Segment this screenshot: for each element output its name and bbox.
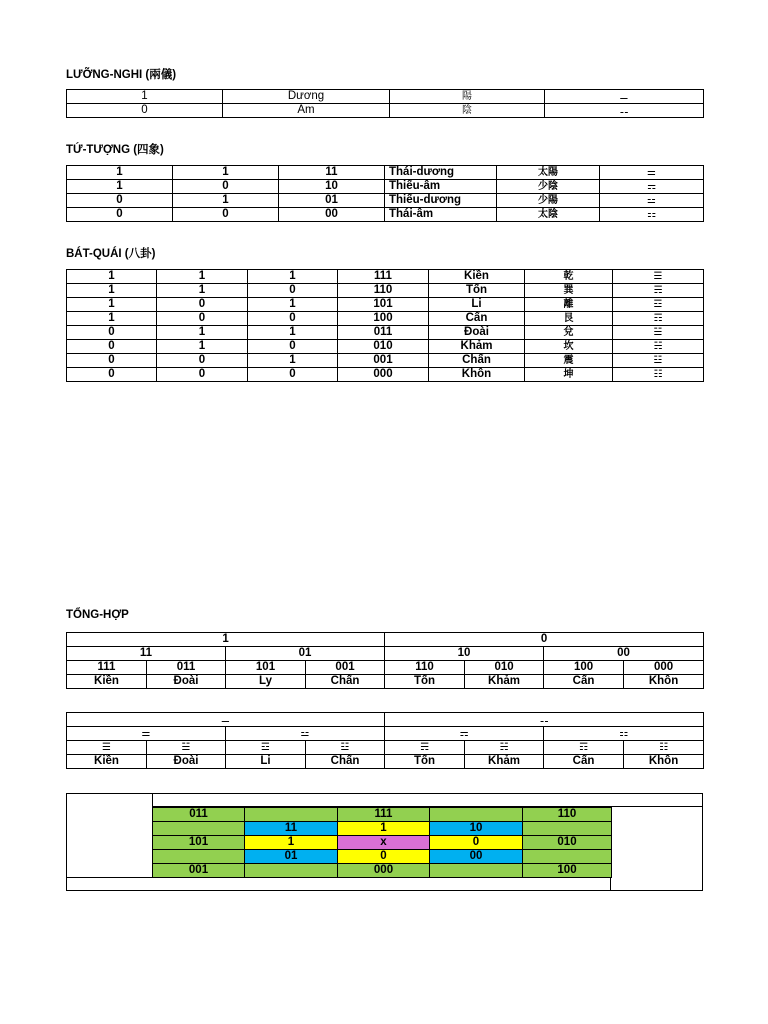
table-row xyxy=(67,284,704,298)
table-cell: 010 xyxy=(465,661,544,675)
table-cell: 1 xyxy=(248,270,338,284)
table-cell: ☱ xyxy=(147,741,226,755)
table-row xyxy=(67,661,704,675)
table-cell: 0 xyxy=(248,340,338,354)
table-cell: 100 xyxy=(544,661,624,675)
table-cell: ☷ xyxy=(613,368,704,382)
table-cell: 0 xyxy=(67,354,157,368)
table-row xyxy=(67,755,704,769)
table-cell: 0 xyxy=(67,368,157,382)
table-cell: 10 xyxy=(385,647,544,661)
grid-cell: 100 xyxy=(523,864,612,878)
table-row xyxy=(67,368,704,382)
table-cell: 010 xyxy=(338,340,429,354)
table-cell: ⚍ xyxy=(600,194,704,208)
table-cell: ☲ xyxy=(226,741,306,755)
table-cell: 巽 xyxy=(525,284,613,298)
table-cell: Tốn xyxy=(385,675,465,689)
table-cell: 1 xyxy=(157,270,248,284)
table-row xyxy=(67,208,704,222)
grid-cell xyxy=(523,850,612,864)
table-cell: 1 xyxy=(67,312,157,326)
table-cell: 1 xyxy=(67,180,173,194)
table-cell: ☴ xyxy=(613,284,704,298)
table-cell: Khảm xyxy=(465,755,544,769)
table-cell: ☴ xyxy=(385,741,465,755)
grid-cell xyxy=(430,864,523,878)
table-cell: 0 xyxy=(157,312,248,326)
table-cell: ☳ xyxy=(306,741,385,755)
table-cell: Dương xyxy=(223,90,390,104)
table-cell: 0 xyxy=(157,354,248,368)
table-cell: 110 xyxy=(385,661,465,675)
table-row xyxy=(67,180,704,194)
table-cell: 0 xyxy=(67,194,173,208)
table-row xyxy=(67,298,704,312)
table-cell: Tốn xyxy=(429,284,525,298)
table-cell: 111 xyxy=(338,270,429,284)
table-row xyxy=(67,312,704,326)
table-cell: 少陽 xyxy=(497,194,600,208)
table-cell: ☵ xyxy=(613,340,704,354)
table-cell: 1 xyxy=(173,166,279,180)
color-grid xyxy=(152,807,612,878)
table-row xyxy=(67,633,704,647)
table-cell: ☳ xyxy=(613,354,704,368)
table-row xyxy=(67,647,704,661)
table-cell: 陽 xyxy=(390,90,545,104)
table-cell: ☶ xyxy=(544,741,624,755)
grid-cell: 110 xyxy=(523,808,612,822)
luong-nghi-table xyxy=(66,89,704,118)
table-cell: 110 xyxy=(338,284,429,298)
table-row xyxy=(153,836,612,850)
grid-cell: 01 xyxy=(245,850,338,864)
table-cell: Thái-âm xyxy=(385,208,497,222)
table-cell: ⚏ xyxy=(544,727,704,741)
table-cell: 0 xyxy=(67,104,223,118)
table-cell: 0 xyxy=(248,284,338,298)
table-row xyxy=(67,741,704,755)
table-cell: 1 xyxy=(157,284,248,298)
grid-cell: 0 xyxy=(430,836,523,850)
table-cell: Khảm xyxy=(465,675,544,689)
table-row xyxy=(67,104,704,118)
table-cell: 1 xyxy=(248,354,338,368)
table-cell: 1 xyxy=(157,340,248,354)
table-cell: 100 xyxy=(338,312,429,326)
table-cell: Thái-dương xyxy=(385,166,497,180)
grid-cell xyxy=(153,850,245,864)
table-cell: ☲ xyxy=(613,298,704,312)
table-cell: Li xyxy=(226,755,306,769)
table-row xyxy=(67,727,704,741)
table-cell: 0 xyxy=(67,208,173,222)
grid-cell: x xyxy=(338,836,430,850)
table-cell: Li xyxy=(429,298,525,312)
table-cell: 0 xyxy=(248,368,338,382)
table-cell: 1 xyxy=(248,298,338,312)
table-cell: 001 xyxy=(306,661,385,675)
table-cell: Chấn xyxy=(306,755,385,769)
luong-nghi-title: LƯỠNG-NGHI (兩儀) xyxy=(66,69,177,81)
grid-cell: 11 xyxy=(245,822,338,836)
table-cell: 011 xyxy=(147,661,226,675)
table-cell: 0 xyxy=(385,633,704,647)
table-cell: 陰 xyxy=(390,104,545,118)
table-cell: ☱ xyxy=(613,326,704,340)
table-cell: 1 xyxy=(67,298,157,312)
grid-cell xyxy=(153,822,245,836)
table-cell: 101 xyxy=(226,661,306,675)
table-cell: 00 xyxy=(279,208,385,222)
table-cell: 101 xyxy=(338,298,429,312)
table-cell: ⚌ xyxy=(67,727,226,741)
table-cell: Khảm xyxy=(429,340,525,354)
table-cell: 少陰 xyxy=(497,180,600,194)
table-cell: ⚏ xyxy=(600,208,704,222)
table-row xyxy=(153,850,612,864)
grid-cell: 10 xyxy=(430,822,523,836)
table-row xyxy=(67,326,704,340)
grid-cell: 1 xyxy=(245,836,338,850)
table-cell: 坎 xyxy=(525,340,613,354)
table-cell: 000 xyxy=(624,661,704,675)
grid-frame-top xyxy=(152,793,703,807)
table-cell: Thiếu-âm xyxy=(385,180,497,194)
grid-frame-bottom xyxy=(66,877,611,891)
table-cell: Kiền xyxy=(67,675,147,689)
table-cell: ⚋ xyxy=(545,104,704,118)
table-cell: Tốn xyxy=(385,755,465,769)
table-cell: ☷ xyxy=(624,741,704,755)
grid-cell: 111 xyxy=(338,808,430,822)
table-cell: 1 xyxy=(67,284,157,298)
grid-cell: 101 xyxy=(153,836,245,850)
table-row xyxy=(153,864,612,878)
table-cell: Cấn xyxy=(544,755,624,769)
table-cell: 0 xyxy=(173,208,279,222)
table-cell: 001 xyxy=(338,354,429,368)
table-cell: Đoài xyxy=(147,755,226,769)
table-cell: ☰ xyxy=(613,270,704,284)
tu-tuong-title: TỨ-TƯỢNG (四象) xyxy=(66,144,164,156)
grid-cell xyxy=(245,808,338,822)
table-cell: 0 xyxy=(67,340,157,354)
table-row xyxy=(67,354,704,368)
table-cell: Đoài xyxy=(147,675,226,689)
table-cell: 0 xyxy=(173,180,279,194)
table-cell: 111 xyxy=(67,661,147,675)
grid-cell xyxy=(523,822,612,836)
table-cell: Chấn xyxy=(429,354,525,368)
table-cell: Khôn xyxy=(429,368,525,382)
table-row xyxy=(67,270,704,284)
grid-cell: 1 xyxy=(338,822,430,836)
table-cell: 兌 xyxy=(525,326,613,340)
table-cell: Chấn xyxy=(306,675,385,689)
table-cell: Kiền xyxy=(67,755,147,769)
table-cell: ☵ xyxy=(465,741,544,755)
table-cell: Thiếu-dương xyxy=(385,194,497,208)
table-cell: Cấn xyxy=(429,312,525,326)
table-cell: Âm xyxy=(223,104,390,118)
table-cell: Khôn xyxy=(624,755,704,769)
table-cell: 太陽 xyxy=(497,166,600,180)
table-row xyxy=(67,194,704,208)
table-cell: Ly xyxy=(226,675,306,689)
table-cell: 0 xyxy=(157,368,248,382)
table-cell: Khôn xyxy=(624,675,704,689)
table-cell: 11 xyxy=(67,647,226,661)
table-cell: 00 xyxy=(544,647,704,661)
table-cell: ☰ xyxy=(67,741,147,755)
table-cell: 1 xyxy=(67,90,223,104)
table-cell: ⚎ xyxy=(385,727,544,741)
tong-hop-table-symbols xyxy=(66,712,704,769)
table-row xyxy=(67,713,704,727)
bat-quai-table xyxy=(66,269,704,382)
table-row xyxy=(67,340,704,354)
table-cell: 0 xyxy=(67,326,157,340)
table-cell: 乾 xyxy=(525,270,613,284)
table-cell: Kiền xyxy=(429,270,525,284)
table-cell: Cấn xyxy=(544,675,624,689)
table-row xyxy=(67,675,704,689)
table-cell: 離 xyxy=(525,298,613,312)
table-cell: 坤 xyxy=(525,368,613,382)
grid-cell: 0 xyxy=(338,850,430,864)
grid-cell: 010 xyxy=(523,836,612,850)
grid-cell: 011 xyxy=(153,808,245,822)
table-cell: 01 xyxy=(226,647,385,661)
table-cell: ☶ xyxy=(613,312,704,326)
tong-hop-table-binary xyxy=(66,632,704,689)
table-cell: 1 xyxy=(157,326,248,340)
table-cell: ⚋ xyxy=(385,713,704,727)
table-cell: 0 xyxy=(248,312,338,326)
table-cell: 000 xyxy=(338,368,429,382)
grid-cell xyxy=(245,864,338,878)
table-cell: 0 xyxy=(157,298,248,312)
grid-cell: 00 xyxy=(430,850,523,864)
table-cell: 10 xyxy=(279,180,385,194)
table-cell: ⚊ xyxy=(545,90,704,104)
table-cell: ⚎ xyxy=(600,180,704,194)
table-cell: 艮 xyxy=(525,312,613,326)
grid-cell: 001 xyxy=(153,864,245,878)
table-cell: 11 xyxy=(279,166,385,180)
grid-frame-right xyxy=(610,806,703,891)
table-cell: 1 xyxy=(173,194,279,208)
table-cell: 011 xyxy=(338,326,429,340)
tong-hop-title: TỔNG-HỢP xyxy=(66,609,129,621)
table-cell: ⚍ xyxy=(226,727,385,741)
table-cell: 1 xyxy=(67,166,173,180)
bat-quai-title: BÁT-QUÁI (八卦) xyxy=(66,248,156,260)
table-cell: ⚌ xyxy=(600,166,704,180)
table-cell: ⚊ xyxy=(67,713,385,727)
table-row xyxy=(153,808,612,822)
table-cell: 震 xyxy=(525,354,613,368)
table-cell: Đoài xyxy=(429,326,525,340)
table-row xyxy=(153,822,612,836)
table-cell: 1 xyxy=(248,326,338,340)
table-cell: 01 xyxy=(279,194,385,208)
table-cell: 1 xyxy=(67,270,157,284)
tu-tuong-table xyxy=(66,165,704,222)
table-row xyxy=(67,166,704,180)
table-row xyxy=(67,90,704,104)
grid-cell: 000 xyxy=(338,864,430,878)
table-cell: 太陰 xyxy=(497,208,600,222)
table-cell: 1 xyxy=(67,633,385,647)
grid-cell xyxy=(430,808,523,822)
